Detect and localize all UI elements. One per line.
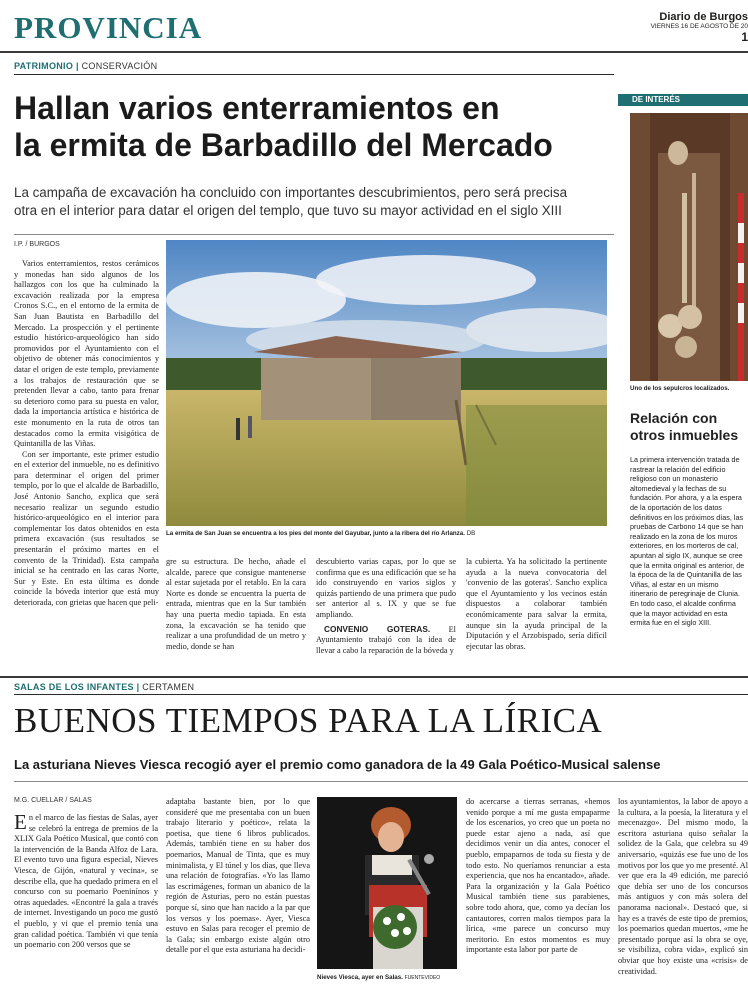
paragraph: gre su estructura. De hecho, añade el alcalde, parece que consigue mantenerse al estar sujetada por el retablo. En la cara Norte es donde se encuentra la puerta de entrada, mientras que en la Sur también hay una puerta medio tapiada. En esta zona, la excavación se ha tenido que realizar a una profundidad de un metro y medio, donde se han (166, 557, 306, 651)
article1-kicker: PATRIMONIO | CONSERVACIÓN (14, 61, 158, 71)
article1-column-2 (166, 557, 306, 663)
paragraph: do acercarse a tierras serranas, «hemos venido porque a mí me gusta empaparme de los escenarios, yo creo que un poeta no puede estar ajeno a nada, así que decidimos venir un día antes, conocer el pueblo, empaparnos de toda su fiesta y de todo esto. No queríamos renunciar a esta experiencia, que nos ha encantado», añade. Para la organización y la Gala Poético Musical también tiene sus parabienes, sobre todo ahora, que, como ya decían los cantautores, corren malos tiempos para la lírica, «me parece un concurso muy meritorio. En estos momentos es muy importante esta labor por parte de (466, 797, 610, 955)
drop-cap: E (14, 813, 27, 834)
tomb-photo (630, 113, 748, 381)
article2-headline: BUENOS TIEMPOS PARA LA LÍRICA (14, 701, 603, 740)
deck-line: La campaña de excavación ha concluido con importantes descubrimientos, pero será precisa (14, 185, 568, 200)
paragraph: Varios enterramientos, restos cerámicos y monedas han sido algunos de los hallazgos con los que ha culminado la excavación realizada por la empresa Cronos S.C., en el entorno de la ermita de San Juan Bautista en Barbadillo del Mercado. La prospección y el pertinente estudio histórico-arqueológico han sido promovidos por el Ayuntamiento con el objetivo de obtener más conocimientos y datar el origen de este templo, previamente a los trabajos de restauración que se pretenden llevar a cabo, tanto para frenar su deterioro como para su puesta en valor, dada la importancia artística e histórica de este monumento en la ruta de otros tan destacados como la ermita visigótica de Quintanilla de las Viñas. (14, 259, 159, 449)
paragraph: adaptaba bastante bien, por lo que consideré que me presentaba con un buen trabajo literario y poético», relata la poetisa, que tiene 6 libros publicados. Además, también tiene en su haber dos poemarios, Manual de Tinta, que es muy minimalista, y El túnel y los días, que lleva una relación de fotografías. «Yo las llamo las escrimágenes, forman un abanico de la región de Asturias, pero no están puestas porque sí, sino que han nacido a la par que los versos y los poemas». Ayer, Viesca estuvo en Salas para recoger el premio de la Gala; sin embargo existe algún otro detalle por el que esta asturiana ha decidi- (166, 797, 310, 955)
article2-byline: M.G. CUELLAR / SALAS (14, 797, 92, 804)
paragraph: El Ayuntamiento trabajó con la idea de llevar a cabo la reparación de la bóveda y (316, 624, 456, 655)
headline-line: Hallan varios enterramientos en (14, 90, 500, 126)
section-divider (0, 676, 748, 678)
article1-column-3 (316, 557, 456, 663)
poet-caption (317, 974, 457, 981)
subhead: CONVENIO GOTERAS. (324, 623, 431, 634)
paragraph: descubierto varias capas, por lo que se confirma que es una edificación que se ha ido construyendo en varios siglos y quizás partiendo de una primera que pudo ser anterior al s. IX y que se fue ampliando. (316, 557, 456, 619)
article2-column-1 (14, 813, 158, 989)
kicker-rule (14, 694, 748, 695)
paragraph: los ayuntamientos, la labor de apoyo a la cultura, a la poesía, la literatura y el mecenazgo». Del mismo modo, la escritora asturiana quiso señalar la solidez de la Gala, que celebra su 49 aniversario, «quizás ese fue uno de los motivos por los que yo me presenté. Al ver que era la 49 edición, me pareció que debía ser uno de los concursos más antiguos y con más solera del panorama nacional». Destacó que, si hay es a través de este tipo de premios, los poemarios quedan muertos, «me he presentado porque así la obra se oye, se visibiliza, cobra vida», explicó sin obviar que hoy existe una «crisis» de creatividad. (618, 797, 748, 976)
article2-column-4 (618, 797, 748, 989)
newspaper-name: Diario de Burgos (659, 11, 748, 23)
caption-text: Nieves Viesca, ayer en Salas. (317, 974, 403, 981)
kicker-main: SALAS DE LOS INFANTES (14, 682, 134, 692)
photo-credit: DB (466, 530, 476, 537)
issue-date: VIERNES 16 DE AGOSTO DE 20 (650, 23, 748, 30)
page-number: 1 (741, 30, 748, 44)
kicker-main: PATRIMONIO (14, 61, 74, 71)
tomb-photo-image (630, 113, 748, 381)
hermitage-photo-image (166, 240, 607, 526)
deck-rule (14, 234, 614, 235)
article1-deck (14, 184, 614, 220)
kicker-rule (14, 74, 614, 75)
caption-text: La ermita de San Juan se encuentra a los pies del monte del Gayubar, junto a la ribera del río Arlanza. (166, 530, 465, 537)
poet-photo-image (317, 797, 457, 969)
paragraph: Con ser importante, este primer estudio en el exterior del inmueble, no es definitivo para determinar el origen del primer templo, por lo que el alcalde de Barbadillo, José Antonio Sancho, explica que será necesario realizar un segundo estudio histórico-arqueológico en el interior para complementar los datos obtenidos en esta primera excavación (sus resultados se presentarán el próximo martes en el convento de la Trinidad). Esta campaña inicial se ha centrado en las caras Norte, Sur y Este. En esta última es donde coincide la bóveda interior que está muy deteriorada, con grietas que hacen que peli- (14, 449, 159, 607)
sidebar-title-line: Relación con (630, 410, 718, 426)
deck-line: otra en el interior para datar el origen del templo, que tuvo su mayor actividad en el siglo XIII (14, 203, 562, 218)
paragraph: n el marco de las fiestas de Salas, ayer se celebró la entrega de premios de la XLIX Gala Poético Musical, que contó con la intervención de la Banda Alfoz de Lara. El evento tuvo una figura especial, Nieves Viesca, de Gijón, «natural y vecina», se describe ella, que ha quedado primera en el concurso con su poemario Poeninínos y otras aquedades. «Encontré la gala a través de internet. Investigando un poco me gustó el pueblo, y vi que el premio tenía una gran calidad poética. También vi que tenía un poemario con 200 versos que se (14, 813, 158, 950)
tomb-caption: Uno de los sepulcros localizados. (630, 385, 730, 392)
article1-column-1 (14, 259, 159, 663)
article2-column-3 (466, 797, 610, 989)
section-title: PROVINCIA (14, 10, 203, 45)
article1-byline: I.P. / BURGOS (14, 241, 60, 248)
article2-kicker: SALAS DE LOS INFANTES | CERTAMEN (14, 682, 195, 692)
kicker-sub: CERTAMEN (142, 682, 195, 692)
masthead (651, 11, 748, 44)
header-rule (0, 51, 748, 53)
photo-credit: FUENTEVIDEO (404, 975, 441, 981)
poet-photo (317, 797, 457, 969)
article1-column-4 (466, 557, 607, 663)
article2-column-2 (166, 797, 310, 989)
sidebar-title (630, 410, 748, 444)
sidebar-title-line: otros inmuebles (630, 427, 739, 443)
sidebar-text: La primera intervención tratada de rastrear la relación del edificio religioso con un monasterio altomedieval y la fechas de su fundación. Por ahora, y a la espera de la oportación de los datos definitivos en los próximos días, las pruebas de Carbono 14 que se han realizado en la zona de los muros exteriores, en los morteros de cal, apuntan al siglo IX, aunque se cree que la ermita original es anterior, de la época de la de Quintanilla de las Viñas, al estar en un mismo itinerario de peregrinaje de Clunia. En todo caso, el alcalde confirma que la mayor actividad en esta ermita fue en el siglo XIII. (630, 455, 745, 628)
deck-rule (14, 781, 748, 782)
article1-headline (14, 90, 614, 164)
article2-deck: La asturiana Nieves Viesca recogió ayer el premio como ganadora de la 49 Gala Poético-Musical salense (14, 757, 661, 772)
paragraph: la cubierta. Ya ha solicitado la pertinente ayuda a la nueva convocatoria del 'convenio de las goteras'. Sancho explica que el Ayuntamiento y los vecinos están dispuestos a colaborar también económicamente para salvar la ermita, aunque sin la ayuda principal de la Diputación y el Arzobispado, sería difícil ejecutar las obras. (466, 557, 607, 651)
sidebar-header-text: DE INTERÉS (632, 95, 681, 104)
sidebar-header (618, 94, 748, 106)
hermitage-caption (166, 530, 607, 537)
headline-line: la ermita de Barbadillo del Mercado (14, 127, 553, 163)
hermitage-photo (166, 240, 607, 526)
kicker-sub: CONSERVACIÓN (81, 61, 158, 71)
